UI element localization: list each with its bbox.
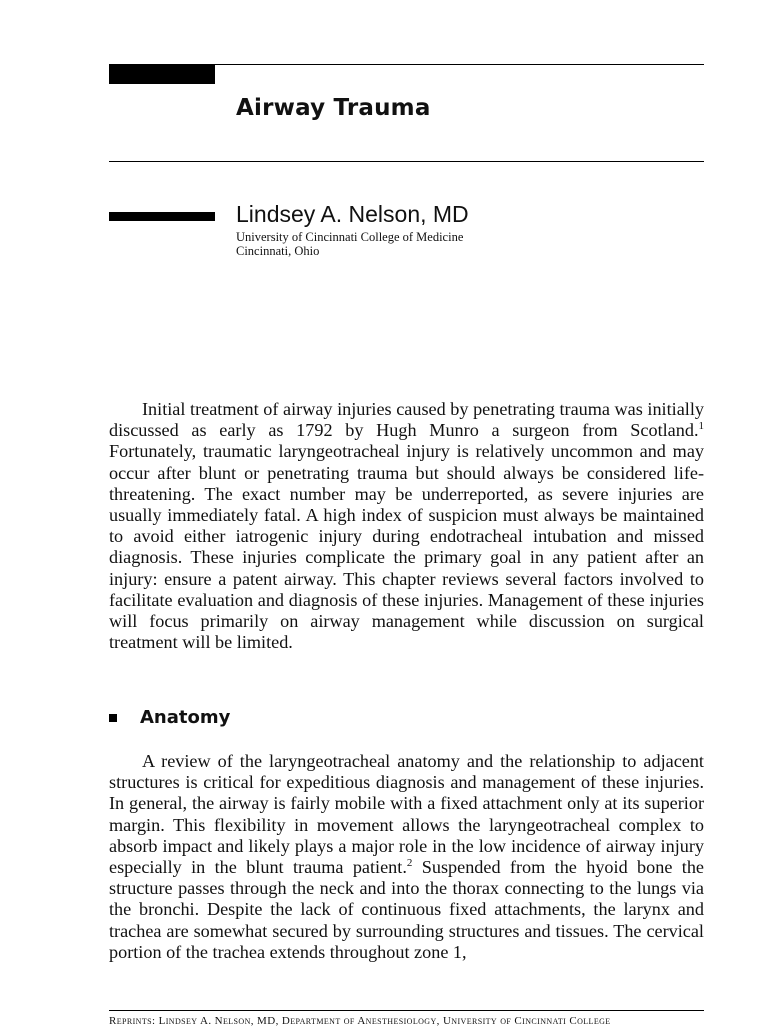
affiliation-location: Cincinnati, Ohio — [236, 244, 320, 258]
anatomy-text-part2: Suspended from the hyoid bone the structure passes through the neck and into the thorax connecting to the lungs via the bronchi. Despite the lack of continuous fixed attachments, the larynx and trachea are somewhat secured by surrounding structures and tissues. The cervical portion of the trachea extends throughout zone 1, — [109, 857, 704, 962]
footnote-rule — [109, 1010, 704, 1011]
intro-paragraph — [109, 399, 704, 653]
anatomy-text-part1: A review of the laryngeotracheal anatomy and the relationship to adjacent structures is critical for expeditious diagnosis and management of these injuries. In general, the airway is fairly mobile with a fixed attachment only at its superior margin. This flexibility in movement allows the laryngeotracheal complex to absorb impact and likely plays a major role in the low incidence of airway injury especially in the blunt trauma patient. — [109, 751, 704, 878]
author-affiliation — [236, 230, 463, 258]
intro-text-part1: Initial treatment of airway injuries caused by penetrating trauma was initially discussed as early as 1792 by Hugh Munro a surgeon from Scotland. — [109, 399, 704, 441]
intro-text-part2: Fortunately, traumatic laryngeotracheal injury is relatively uncommon and may occur after blunt or penetrating trauma but should always be considered life-threatening. The exact number may be underreported, as severe injuries are usually immediately fatal. A high index of suspicion must always be maintained to avoid either iatrogenic injury during endotracheal intubation and missed diagnosis. These injuries complicate the primary goal in any patient after an injury: ensure a patent airway. This chapter reviews several factors involved to facilitate evaluation and diagnosis of these injuries. Management of these injuries will focus primarily on airway management while discussion on surgical treatment will be limited. — [109, 441, 704, 653]
reprints-footnote: Reprints: Lindsey A. Nelson, MD, Department of Anesthesiology, University of Cincinnati College — [109, 1015, 611, 1027]
section-bullet-icon — [109, 714, 117, 722]
chapter-title: Airway Trauma — [236, 95, 431, 121]
author-name: Lindsey A. Nelson, MD — [236, 201, 469, 227]
affiliation-institution: University of Cincinnati College of Medicine — [236, 230, 464, 244]
anatomy-paragraph — [109, 751, 704, 963]
header-block — [109, 64, 215, 84]
title-divider — [109, 161, 704, 162]
section-heading-text: Anatomy — [140, 707, 231, 728]
reference-1: 1 — [698, 420, 704, 433]
reference-2: 2 — [406, 856, 413, 869]
author-marker-bar — [109, 212, 215, 221]
section-heading-anatomy — [109, 707, 230, 728]
